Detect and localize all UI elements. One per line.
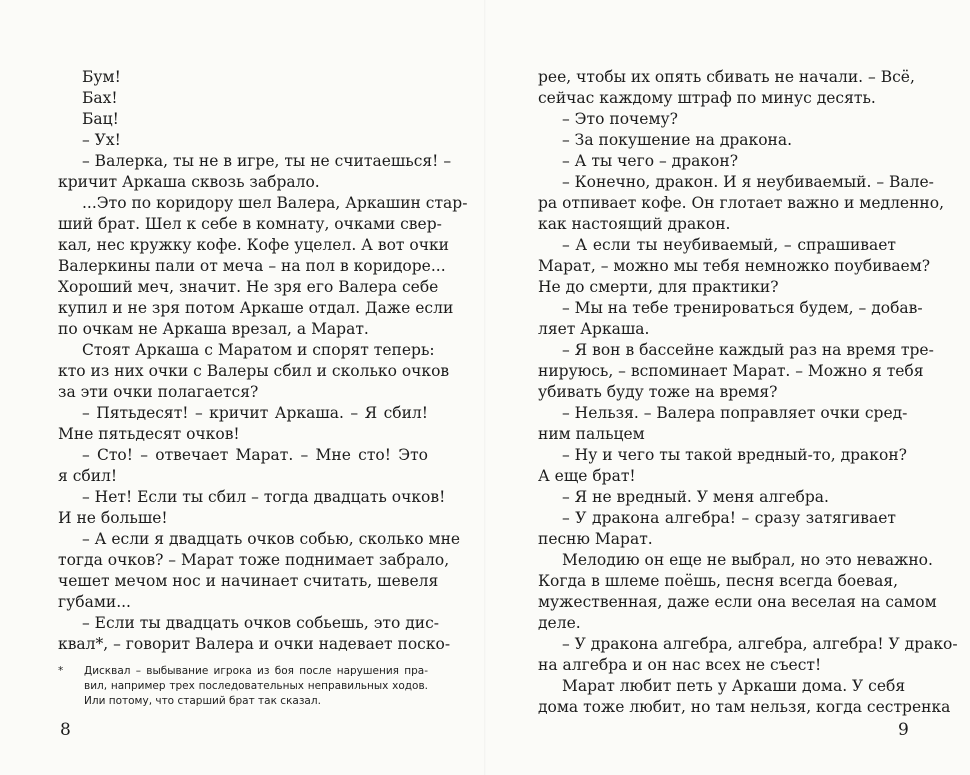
- text-line: И не больше!: [58, 509, 168, 527]
- text-line: – Я вон в бассейне каждый раз на время тре-: [562, 341, 934, 359]
- text-line: Мелодию он еще не выбрал, но это неважно.: [562, 551, 933, 569]
- text-line: – Мы на тебе тренироваться будем, – добав-: [562, 299, 923, 317]
- text-line: Марат любит петь у Аркаши дома. У себя: [562, 677, 906, 695]
- text-line: – У дракона алгебра, алгебра, алгебра! У драко-: [562, 635, 958, 653]
- text-line: – А ты чего – дракон?: [562, 152, 739, 170]
- text-line: квал*, – говорит Валера и очки надевает поско-: [58, 635, 451, 653]
- text-line: песню Марат.: [538, 530, 653, 548]
- text-line: Бах!: [82, 89, 118, 107]
- text-line: Хороший меч, значит. Не зря его Валера себе: [58, 278, 439, 296]
- footnote-line: Дисквал – выбывание игрока из боя после нарушения пра-: [84, 665, 428, 677]
- page-number-right: 9: [898, 720, 909, 740]
- text-line: сейчас каждому штраф по минус десять.: [538, 89, 876, 107]
- text-line: – Это почему?: [562, 110, 678, 128]
- text-line: кричит Аркаша сквозь забрало.: [58, 173, 320, 191]
- text-line: чешет мечом нос и начинает считать, шевеля: [58, 572, 439, 590]
- text-line: за эти очки полагается?: [58, 383, 259, 401]
- text-line: ...Это по коридору шел Валера, Аркашин стар-: [82, 194, 468, 212]
- text-line: ним пальцем: [538, 425, 645, 443]
- text-line: – Если ты двадцать очков собьешь, это дис-: [82, 614, 440, 632]
- text-line: Бац!: [82, 110, 119, 128]
- text-line: Стоят Аркаша с Маратом и спорят теперь:: [82, 341, 435, 359]
- text-line: я сбил!: [58, 467, 118, 485]
- text-line: Мне пятьдесят очков!: [58, 425, 240, 443]
- text-line: – Ух!: [82, 131, 121, 149]
- right-page-text: [538, 67, 958, 718]
- text-line: – Я не вредный. У меня алгебра.: [562, 488, 829, 506]
- footnote-line: Или потому, что старший брат так сказал.: [84, 695, 321, 707]
- page-gutter: [484, 0, 486, 775]
- left-page-text: [58, 67, 468, 655]
- page-number-left: 8: [60, 720, 71, 740]
- text-line: Марат, – можно мы тебя немножко поубиваем?: [538, 257, 931, 275]
- text-line: нируюсь, – вспоминает Марат. – Можно я тебя: [538, 362, 924, 380]
- text-line: Валеркины пали от меча – на пол в коридоре...: [58, 257, 446, 275]
- text-line: – Валерка, ты не в игре, ты не считаешься! –: [82, 152, 452, 170]
- text-line: дома тоже любит, но там нельзя, когда сестренка: [538, 698, 951, 716]
- text-line: – Пятьдесят! – кричит Аркаша. – Я сбил!: [82, 404, 428, 422]
- text-line: ляет Аркаша.: [538, 320, 650, 338]
- text-line: тогда очков? – Марат тоже поднимает забрало,: [58, 551, 450, 569]
- text-line: кал, нес кружку кофе. Кофе уцелел. А вот очки: [58, 236, 450, 254]
- text-line: – Нельзя. – Валера поправляет очки сред-: [562, 404, 908, 422]
- text-line: – А если я двадцать очков собью, сколько мне: [82, 530, 461, 548]
- text-line: – А если ты неубиваемый, – спрашивает: [562, 236, 896, 254]
- text-line: А еще брат!: [538, 467, 636, 485]
- text-line: рее, чтобы их опять сбивать не начали. – Всё,: [538, 68, 915, 86]
- text-line: деле.: [538, 614, 581, 632]
- text-line: мужественная, даже если она веселая на самом: [538, 593, 937, 611]
- text-line: Бум!: [82, 68, 121, 86]
- text-line: – Нет! Если ты сбил – тогда двадцать очков!: [82, 488, 446, 506]
- text-line: – Сто! – отвечает Марат. – Мне сто! Это: [82, 446, 428, 464]
- text-line: как настоящий дракон.: [538, 215, 731, 233]
- text-line: – У дракона алгебра! – сразу затягивает: [562, 509, 896, 527]
- text-line: купил и не зря потом Аркаше отдал. Даже если: [58, 299, 454, 317]
- text-line: губами...: [58, 593, 131, 611]
- text-line: ра отпивает кофе. Он глотает важно и медленно,: [538, 194, 945, 212]
- footnote-mark: *: [58, 665, 64, 677]
- text-line: Когда в шлеме поёшь, песня всегда боевая,: [538, 572, 899, 590]
- text-line: ший брат. Шел к себе в комнату, очками свер-: [58, 215, 442, 233]
- text-line: на алгебра и он нас всех не съест!: [538, 656, 822, 674]
- footnote-line: вил, например трех последовательных неправильных ходов.: [84, 680, 428, 692]
- text-line: Не до смерти, для практики?: [538, 278, 779, 296]
- text-line: убивать буду тоже на время?: [538, 383, 778, 401]
- text-line: – Ну и чего ты такой вредный-то, дракон?: [562, 446, 907, 464]
- text-line: кто из них очки с Валеры сбил и сколько очков: [58, 362, 450, 380]
- footnote: [58, 664, 428, 709]
- text-line: – За покушение на дракона.: [562, 131, 793, 149]
- text-line: – Конечно, дракон. И я неубиваемый. – Вале-: [562, 173, 934, 191]
- text-line: по очкам не Аркаша врезал, а Марат.: [58, 320, 369, 338]
